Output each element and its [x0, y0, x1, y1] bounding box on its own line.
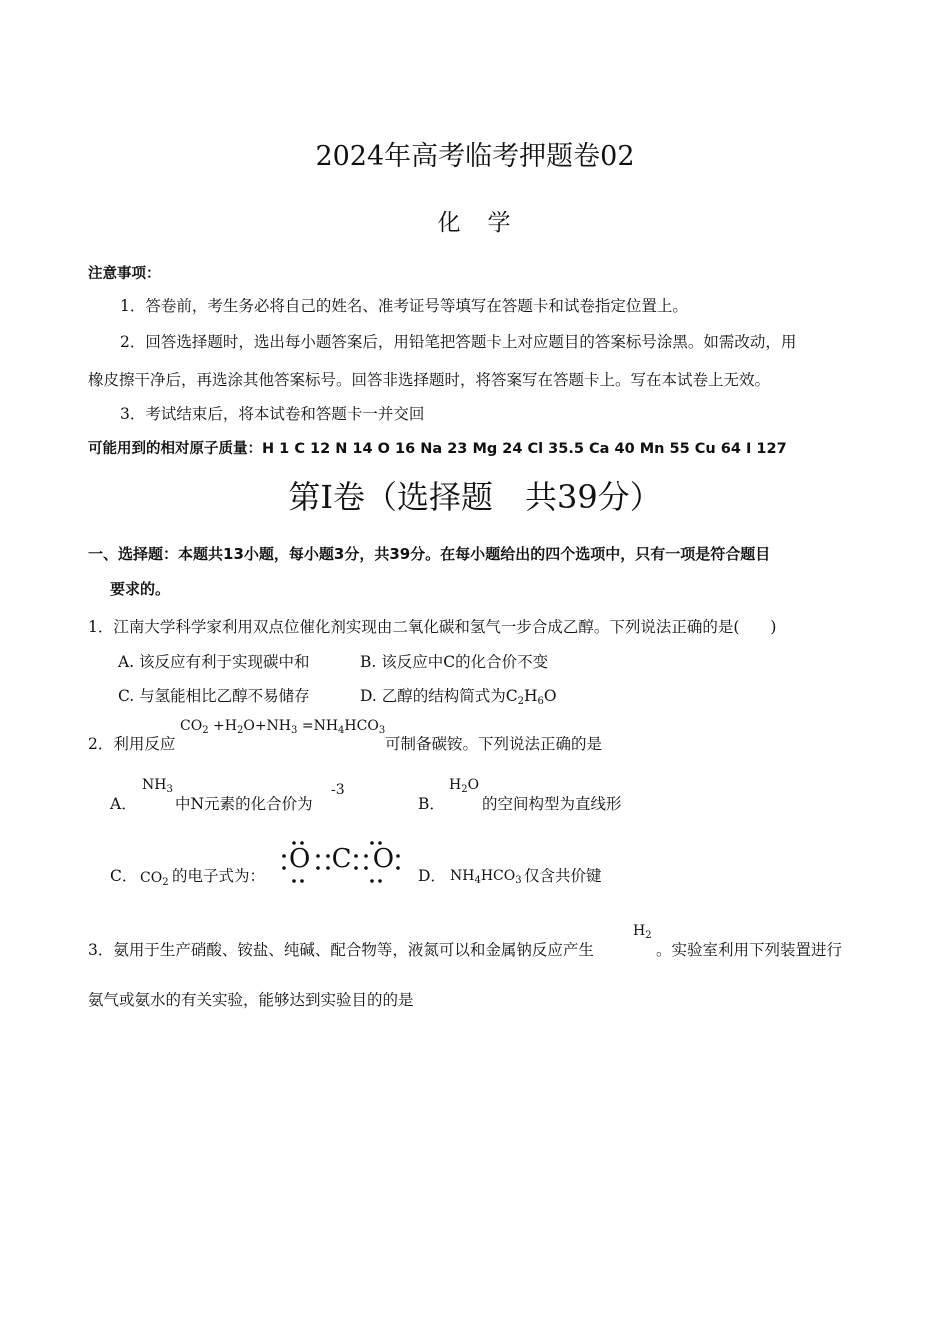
q2-option-c-formula: $CO_2$ [140, 870, 169, 888]
q1-option-a: A. 该反应有利于实现碳中和 [118, 653, 310, 671]
section-title: 第Ⅰ卷（选择题 共39分） [288, 478, 662, 516]
q2-suffix: 可制备碳铵。下列说法正确的是 [385, 735, 603, 753]
q2-option-b-label: B． [418, 795, 445, 813]
q2-option-c-label: C． [110, 867, 138, 885]
q2-option-a-label: A． [110, 795, 137, 813]
section-instructions-cont: 要求的。 [110, 580, 171, 598]
q2-option-a-formula: $NH_3$ [142, 777, 173, 795]
q3-stem-line1: 3．氨用于生产硝酸、铵盐、纯碱、配合物等，液氮可以和金属钠反应产生 [88, 941, 594, 959]
q1-option-b: B. 该反应中C的化合价不变 [360, 653, 549, 671]
q1-option-c: C. 与氢能相比乙醇不易储存 [118, 687, 310, 705]
q2-prefix: 2．利用反应 [88, 735, 176, 753]
q1-option-d: D. 乙醇的结构简式为$C_2H_6O$ [360, 687, 557, 707]
q2-option-a-text: 中N元素的化合价为 [175, 795, 313, 813]
q2-option-b-formula: $H_2O$ [449, 777, 480, 795]
q3-stem-line2: 氨气或氨水的有关实验，能够达到实验目的的是 [88, 991, 414, 1009]
q2-option-d-text: 仅含共价键 [524, 867, 602, 885]
q3-stem-line1-end: 。实验室利用下列装置进行 [656, 941, 843, 959]
q2-option-c-text: 的电子式为： [172, 867, 266, 885]
q2-option-d-label: D． [418, 867, 446, 885]
page-title: 2024年高考临考押题卷02 [315, 141, 635, 172]
subject-title: 化 学 [437, 210, 513, 236]
section-instructions: 一、选择题：本题共13小题，每小题3分，共39分。在每小题给出的四个选项中，只有一项是符合题目 [88, 545, 771, 563]
co2-lewis-structure [278, 836, 408, 888]
q2-equation: $CO_2 +H_2O+NH_3 =NH_4HCO_3$ [180, 718, 386, 736]
notice-item-2: 2．回答选择题时，选出每小题答案后，用铅笔把答题卡上对应题目的答案标号涂黑。如需改动，用 [120, 333, 797, 351]
atomic-masses: 可能用到的相对原子质量：H 1 C 12 N 14 O 16 Na 23 Mg 24 Cl 35.5 Ca 40 Mn 55 Cu 64 I 127 [88, 441, 787, 457]
q1-stem: 1．江南大学科学家利用双点位催化剂实现由二氧化碳和氢气一步合成乙醇。下列说法正确的是( ) [88, 618, 777, 636]
notice-heading: 注意事项： [88, 266, 161, 282]
q3-h2-formula: $H_2$ [633, 923, 652, 941]
notice-item-3: 3．考试结束后，将本试卷和答题卡一并交回 [120, 405, 425, 423]
notice-item-1: 1．答卷前，考生务必将自己的姓名、准考证号等填写在答题卡和试卷指定位置上。 [120, 297, 688, 315]
notice-item-2-cont: 橡皮擦干净后，再选涂其他答案标号。回答非选择题时，将答案写在答题卡上。写在本试卷上无效。 [88, 371, 771, 389]
q2-option-d-formula: $NH_4HCO_3$ [450, 868, 522, 886]
lewis-atoms: O C O [289, 844, 396, 874]
q2-option-b-text: 的空间构型为直线形 [482, 795, 622, 813]
q2-option-a-value: -3 [331, 782, 345, 798]
